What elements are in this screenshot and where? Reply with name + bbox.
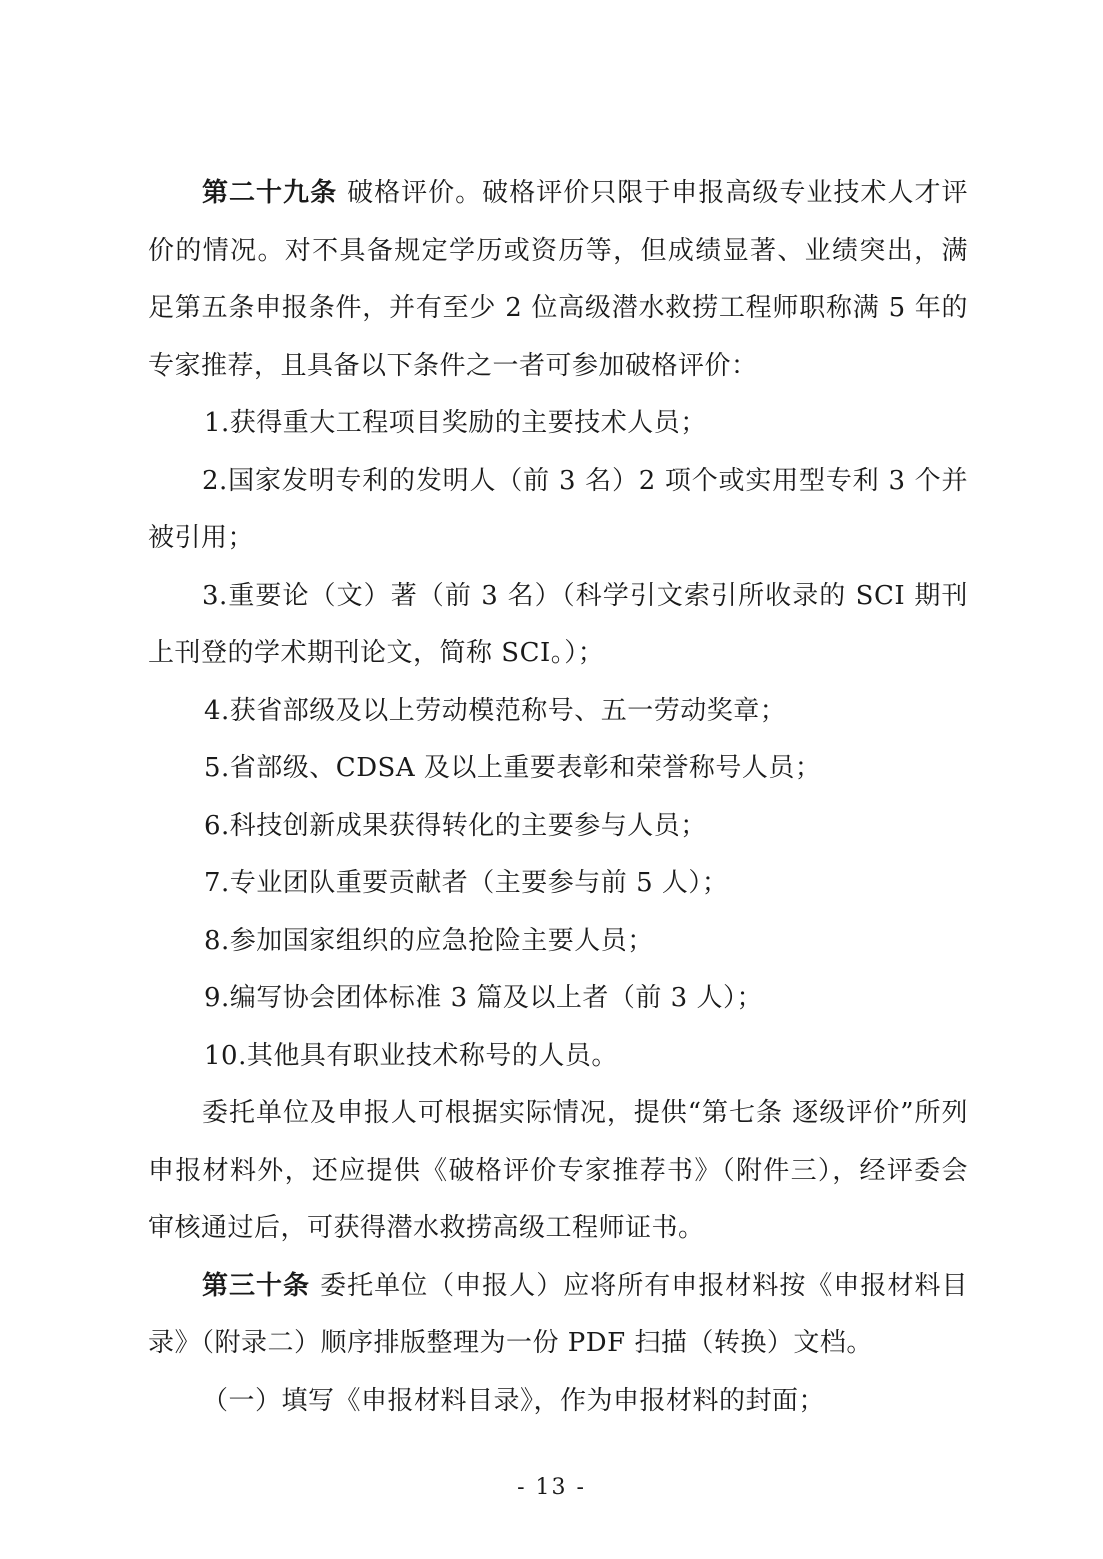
article-29-number: 第二十九条: [202, 178, 338, 208]
article-29-item-7: 7.专业团队重要贡献者（主要参与前 5 人）；: [204, 868, 729, 898]
article-29-item-8: 8.参加国家组织的应急抢险主要人员；: [204, 925, 654, 956]
article-29-item-4: 4.获省部级及以上劳动模范称号、五一劳动奖章；: [204, 695, 787, 726]
article-29-intro: [148, 165, 968, 395]
article-30-number: 第三十条: [202, 1270, 311, 1301]
article-29-item-9: 9.编写协会团体标准 3 篇及以上者（前 3 人）；: [204, 983, 763, 1013]
article-30-intro: [148, 1258, 968, 1373]
article-29-item-2: 2.国家发明专利的发明人（前 3 名）2 项个或实用型专利 3 个并被引用；: [148, 465, 968, 553]
page-number: - 13 -: [517, 1475, 586, 1500]
article-30-sub-item-1: （一）填写《申报材料目录》，作为申报材料的封面；: [202, 1385, 826, 1416]
article-29-intro-text: 破格评价。破格评价只限于申报高级专业技术人才评价的情况。对不具备规定学历或资历等，但成绩显著、业绩突出，满足第五条申报条件，并有至少 2 位高级潜水救捞工程师职称满 5 年的专家推荐，且具备以下条件之一者可参加破格评价：: [148, 178, 968, 381]
article-29-closing: 委托单位及申报人可根据实际情况，提供“第七条 逐级评价”所列申报材料外，还应提供《破格评价专家推荐书》（附件三），经评委会审核通过后，可获得潜水救捞高级工程师证书。: [148, 1098, 968, 1243]
article-29-item-1: 1.获得重大工程项目奖励的主要技术人员；: [204, 408, 707, 438]
page-body: [148, 165, 968, 1430]
article-29-item-6: 6.科技创新成果获得转化的主要参与人员；: [204, 810, 707, 841]
article-29-item-5: 5.省部级、CDSA 及以上重要表彰和荣誉称号人员；: [204, 753, 822, 783]
article-29-item-10: 10.其他具有职业技术称号的人员。: [204, 1040, 618, 1071]
article-30-intro-text: 委托单位（申报人）应将所有申报材料按《申报材料目录》（附录二）顺序排版整理为一份 PDF 扫描（转换）文档。: [148, 1270, 968, 1358]
article-29-item-3: 3.重要论（文）著（前 3 名）（科学引文索引所收录的 SCI 期刊上刊登的学术期刊论文，简称 SCI。）；: [148, 580, 968, 668]
